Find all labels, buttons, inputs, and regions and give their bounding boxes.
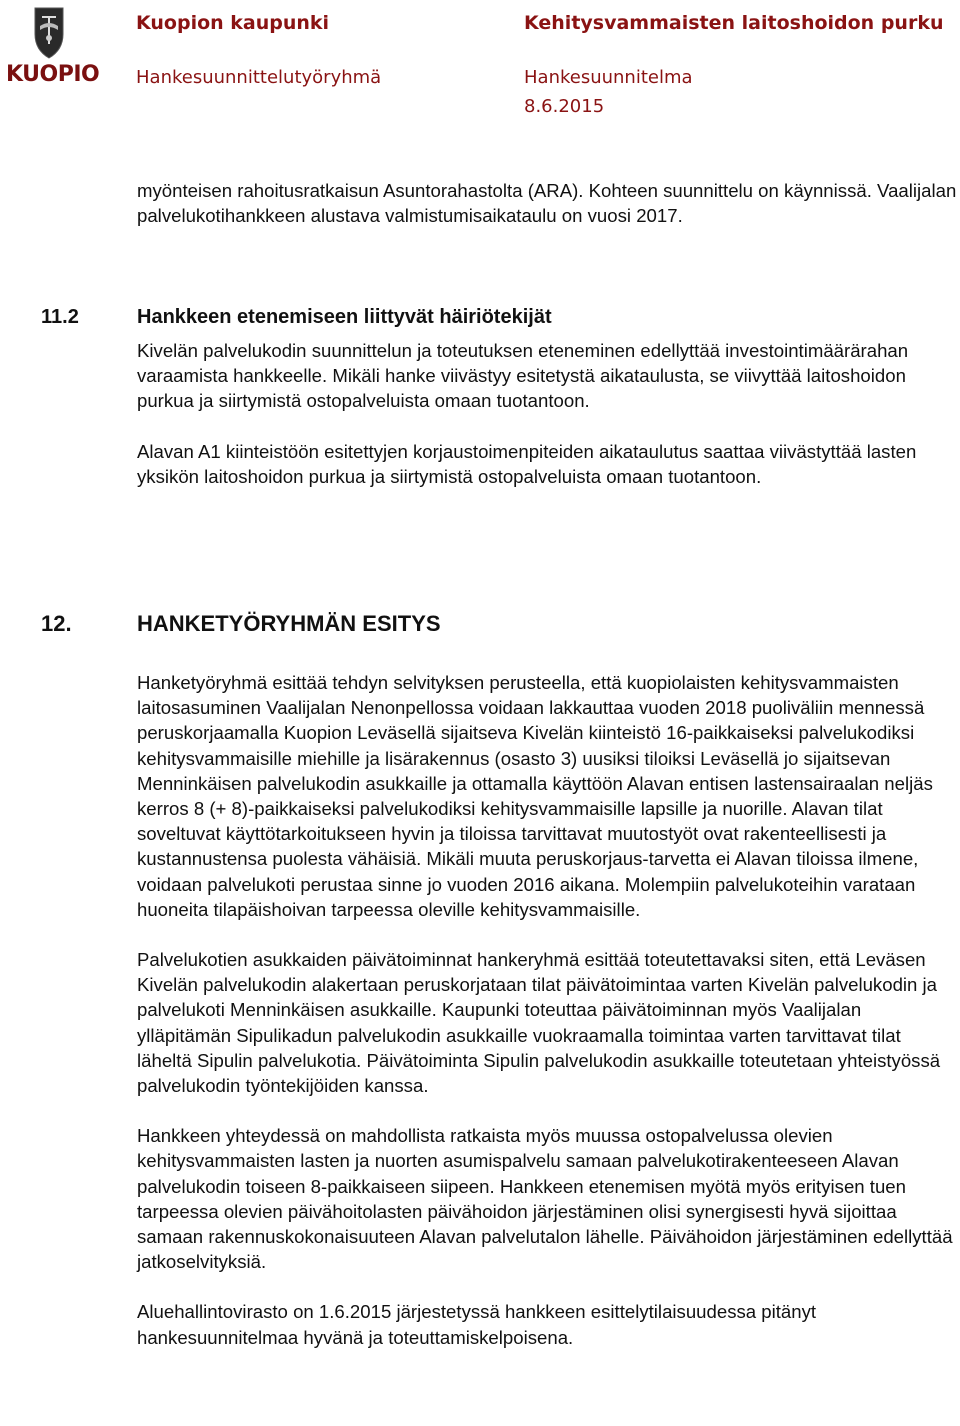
section-title: Hankkeen etenemiseen liittyvät häiriötekijät xyxy=(137,306,552,328)
paragraph: Alavan A1 kiinteistöön esitettyjen korjaustoimenpiteiden aikataulutus saattaa viivästyttää lasten yksikön laitoshoidon purkua ja siirtymistä ostopalveluista omaan tuotantoon. xyxy=(137,440,917,487)
working-group: Hankesuunnittelutyöryhmä xyxy=(136,67,382,88)
section-number: 11.2 xyxy=(41,306,79,328)
section-12-body xyxy=(137,670,959,1350)
paragraph: Aluehallintovirasto on 1.6.2015 järjestetyssä hankkeen esittelytilaisuudessa pitänyt hankesuunnitelmaa hyvänä ja toteuttamiskelpoisena. xyxy=(137,1301,817,1348)
coat-of-arms-icon xyxy=(6,4,92,64)
intro-paragraph: myönteisen rahoitusratkaisun Asuntorahastolta (ARA). Kohteen suunnittelu on käynnissä. Vaalijalan palvelukotihankkeen alustava valmistumisaikataulu on vuosi 2017. xyxy=(137,180,957,227)
section-11-2-body xyxy=(137,338,959,489)
kuopio-logo xyxy=(6,4,100,94)
intro-paragraph-block xyxy=(137,178,959,228)
document-header xyxy=(0,0,960,130)
logo-wordmark: KUOPIO xyxy=(6,62,100,87)
paragraph: Palvelukotien asukkaiden päivätoiminnat hankeryhmä esittää toteutettavaksi siten, että Leväsen Kivelän palvelukodin alakertaan peruskorjataan tilat päivätoimintaa varten Kivelän palvelukodin ja palvelukoti Menninkäisen asukkaille. Kaupunki toteuttaa päivätoiminnan myös Vaalijalan ylläpitämän Sipulikadun palvelukodin asukkaille vuokraamalla toimintaa varten tarvittavat tilat läheltä Sipulin palvelukotia. Päivätoiminta Sipulin palvelukodin asukkaille toteutetaan yhteistyössä palvelukodin työntekijöiden kanssa. xyxy=(137,949,941,1097)
paragraph: Kivelän palvelukodin suunnittelun ja toteutuksen eteneminen edellyttää investointimäärärahan varaamista hankkeelle. Mikäli hanke viivästyy esitetystä aikataulusta, se viivyttää laitoshoidon purkua ja siirtymistä ostopalveluista omaan tuotantoon. xyxy=(137,340,909,412)
section-title: HANKETYÖRYHMÄN ESITYS xyxy=(137,611,441,636)
document-date: 8.6.2015 xyxy=(524,96,605,117)
project-name: Kehitysvammaisten laitoshoidon purku xyxy=(524,12,944,34)
section-number: 12. xyxy=(41,611,72,636)
paragraph: Hanketyöryhmä esittää tehdyn selvityksen perusteella, että kuopiolaisten kehitysvammaisten laitosasuminen Vaalijalan Nenonpellossa voidaan lakkauttaa vuoden 2018 puoliväliin mennessä peruskorjaamalla Kuopion Leväsellä sijaitseva Kivelän kiinteistö 16-paikkaiseksi palvelukodiksi kehitysvammaisille miehille ja lisärakennus (osasto 3) uusiksi tiloiksi Leväsellä jo sijaitsevan Menninkäisen palvelukodin asukkaille ja ottamalla käyttöön Alavan entisen lastensairaalan neljäs kerros 8 (+ 8)-paikkaiseksi palvelukodiksi kehitysvammaisille lapsille ja nuorille. Alavan tilat soveltuvat käyttötarkoitukseen hyvin ja tiloissa tarvittavat muutostyöt ovat rakenteellisesti ja kustannustensa puolesta vähäisiä. Mikäli muuta peruskorjaus-tarvetta ei Alavan tiloissa ilmene, voidaan palvelukoti perustaa sinne jo vuoden 2016 aikana. Molempiin palvelukoteihin varataan huoneita tilapäishoivan tarpeessa oleville kehitysvammaisille. xyxy=(137,672,933,920)
paragraph: Hankkeen yhteydessä on mahdollista ratkaista myös muussa ostopalvelussa olevien kehitysvammaisten lasten ja nuorten asumispalvelu samaan palvelukotirakenteeseen Alavan palvelukodin toiseen 8-paikkaiseen siipeen. Hankkeen etenemisen myötä myös erityisen tuen tarpeessa olevien päivähoitolasten päivähoidon järjestäminen olisi synergisesti hyvä sijoittaa samaan rakennuskokonaisuuteen Alavan palvelutalon lähelle. Päivähoidon järjestäminen edellyttää jatkoselvityksiä. xyxy=(137,1125,953,1273)
org-name: Kuopion kaupunki xyxy=(136,12,330,34)
document-type: Hankesuunnitelma xyxy=(524,67,693,88)
